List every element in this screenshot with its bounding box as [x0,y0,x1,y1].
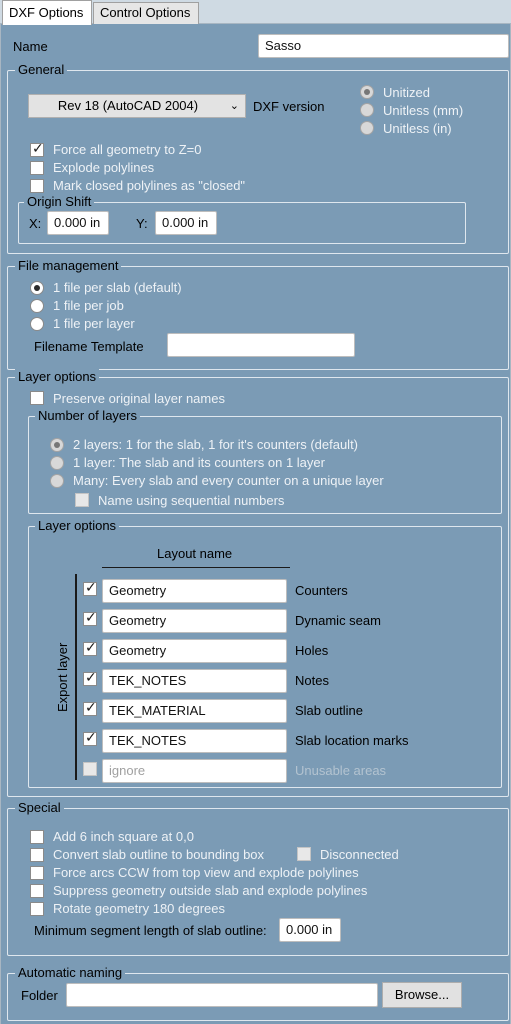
export-bracket-line [75,574,77,780]
special-legend: Special [15,800,64,815]
radio-file-per-layer[interactable] [30,317,44,331]
origin-y-input[interactable]: 0.000 in [155,211,217,235]
origin-x-label: X: [29,216,42,231]
radio-file-per-layer-label: 1 file per layer [53,316,135,331]
layer-row-name-input[interactable]: TEK_NOTES [102,669,287,693]
radio-unitized-label: Unitized [383,85,430,100]
layer-row-checkbox[interactable] [83,582,97,596]
layer-row-label: Notes [295,673,329,688]
min-segment-input[interactable]: 0.000 in [279,918,341,942]
radio-two-layers[interactable] [50,438,64,452]
preserve-layer-names-label: Preserve original layer names [53,391,225,406]
origin-x-input[interactable]: 0.000 in [47,211,109,235]
layout-name-header: Layout name [157,546,233,561]
layer-row-checkbox[interactable] [83,612,97,626]
layer-row-checkbox[interactable] [83,702,97,716]
layer-options-legend: Layer options [15,369,99,384]
preserve-layer-names-checkbox[interactable] [30,391,44,405]
sequential-numbers-label: Name using sequential numbers [98,493,285,508]
radio-two-layers-label: 2 layers: 1 for the slab, 1 for it's counters (default) [73,437,359,452]
disconnected-label: Disconnected [320,847,399,862]
explode-polylines-label: Explode polylines [53,160,155,175]
layer-row-checkbox[interactable] [83,762,97,776]
origin-y-label: Y: [136,216,148,231]
rotate-geometry-label: Rotate geometry 180 degrees [53,901,225,916]
dxf-version-label: DXF version [253,99,325,114]
layer-row-label: Slab outline [295,703,363,718]
radio-unitized[interactable] [360,85,374,99]
add-square-checkbox[interactable] [30,830,44,844]
dxf-version-select[interactable] [28,94,246,118]
header-underline [102,567,290,568]
chevron-down-icon: ⌄ [229,100,239,112]
radio-unitless-mm-label: Unitless (mm) [383,103,464,118]
layer-row-name-input[interactable]: Geometry [102,639,287,663]
layer-row-name-input[interactable]: ignore [102,759,287,783]
folder-input[interactable] [66,983,378,1007]
radio-many-layers[interactable] [50,474,64,488]
disconnected-checkbox[interactable] [297,847,311,861]
sequential-numbers-checkbox[interactable] [75,493,89,507]
suppress-geometry-label: Suppress geometry outside slab and explode polylines [53,883,368,898]
filename-template-input[interactable] [167,333,355,357]
mark-closed-label: Mark closed polylines as "closed" [53,178,246,193]
min-segment-label: Minimum segment length of slab outline: [34,923,267,938]
radio-file-per-job-label: 1 file per job [53,298,124,313]
name-input[interactable]: Sasso [258,34,509,58]
add-square-label: Add 6 inch square at 0,0 [53,829,194,844]
layer-row-label: Slab location marks [295,733,409,748]
mark-closed-checkbox[interactable] [30,179,44,193]
radio-file-per-slab-label: 1 file per slab (default) [53,280,182,295]
force-z-checkbox[interactable] [30,143,44,157]
layer-row-label: Unusable areas [295,763,387,778]
radio-unitless-mm[interactable] [360,103,374,117]
origin-shift-legend: Origin Shift [24,194,94,209]
filename-template-label: Filename Template [34,339,144,354]
force-arcs-label: Force arcs CCW from top view and explode polylines [53,865,359,880]
bounding-box-checkbox[interactable] [30,848,44,862]
rotate-geometry-checkbox[interactable] [30,902,44,916]
file-management-legend: File management [15,258,121,273]
layer-row-name-input[interactable]: TEK_NOTES [102,729,287,753]
layer-row-name-input[interactable]: TEK_MATERIAL [102,699,287,723]
folder-label: Folder [21,988,58,1003]
radio-unitless-in-label: Unitless (in) [383,121,452,136]
radio-file-per-slab[interactable] [30,281,44,295]
layer-row-name-input[interactable]: Geometry [102,579,287,603]
radio-one-layer-label: 1 layer: The slab and its counters on 1 layer [73,455,325,470]
number-of-layers-legend: Number of layers [35,408,140,423]
automatic-naming-legend: Automatic naming [15,965,125,980]
radio-unitless-in[interactable] [360,121,374,135]
explode-polylines-checkbox[interactable] [30,161,44,175]
layer-row-checkbox[interactable] [83,732,97,746]
browse-button[interactable]: Browse... [382,982,462,1008]
radio-one-layer[interactable] [50,456,64,470]
layer-row-label: Counters [295,583,348,598]
radio-file-per-job[interactable] [30,299,44,313]
layer-row-label: Dynamic seam [295,613,381,628]
layer-row-label: Holes [295,643,329,658]
name-label: Name [13,39,48,54]
force-z-label: Force all geometry to Z=0 [53,142,202,157]
bounding-box-label: Convert slab outline to bounding box [53,847,265,862]
dxf-version-value: Rev 18 (AutoCAD 2004) [57,98,199,113]
radio-many-layers-label: Many: Every slab and every counter on a unique layer [73,473,384,488]
export-layer-label: Export layer [55,642,70,712]
inner-layer-options-legend: Layer options [35,518,119,533]
suppress-geometry-checkbox[interactable] [30,884,44,898]
tab-control-options[interactable]: Control Options [93,2,199,24]
tab-dxf-options[interactable]: DXF Options [2,0,92,25]
force-arcs-checkbox[interactable] [30,866,44,880]
layer-row-checkbox[interactable] [83,672,97,686]
layer-row-name-input[interactable]: Geometry [102,609,287,633]
general-legend: General [15,62,67,77]
layer-row-checkbox[interactable] [83,642,97,656]
